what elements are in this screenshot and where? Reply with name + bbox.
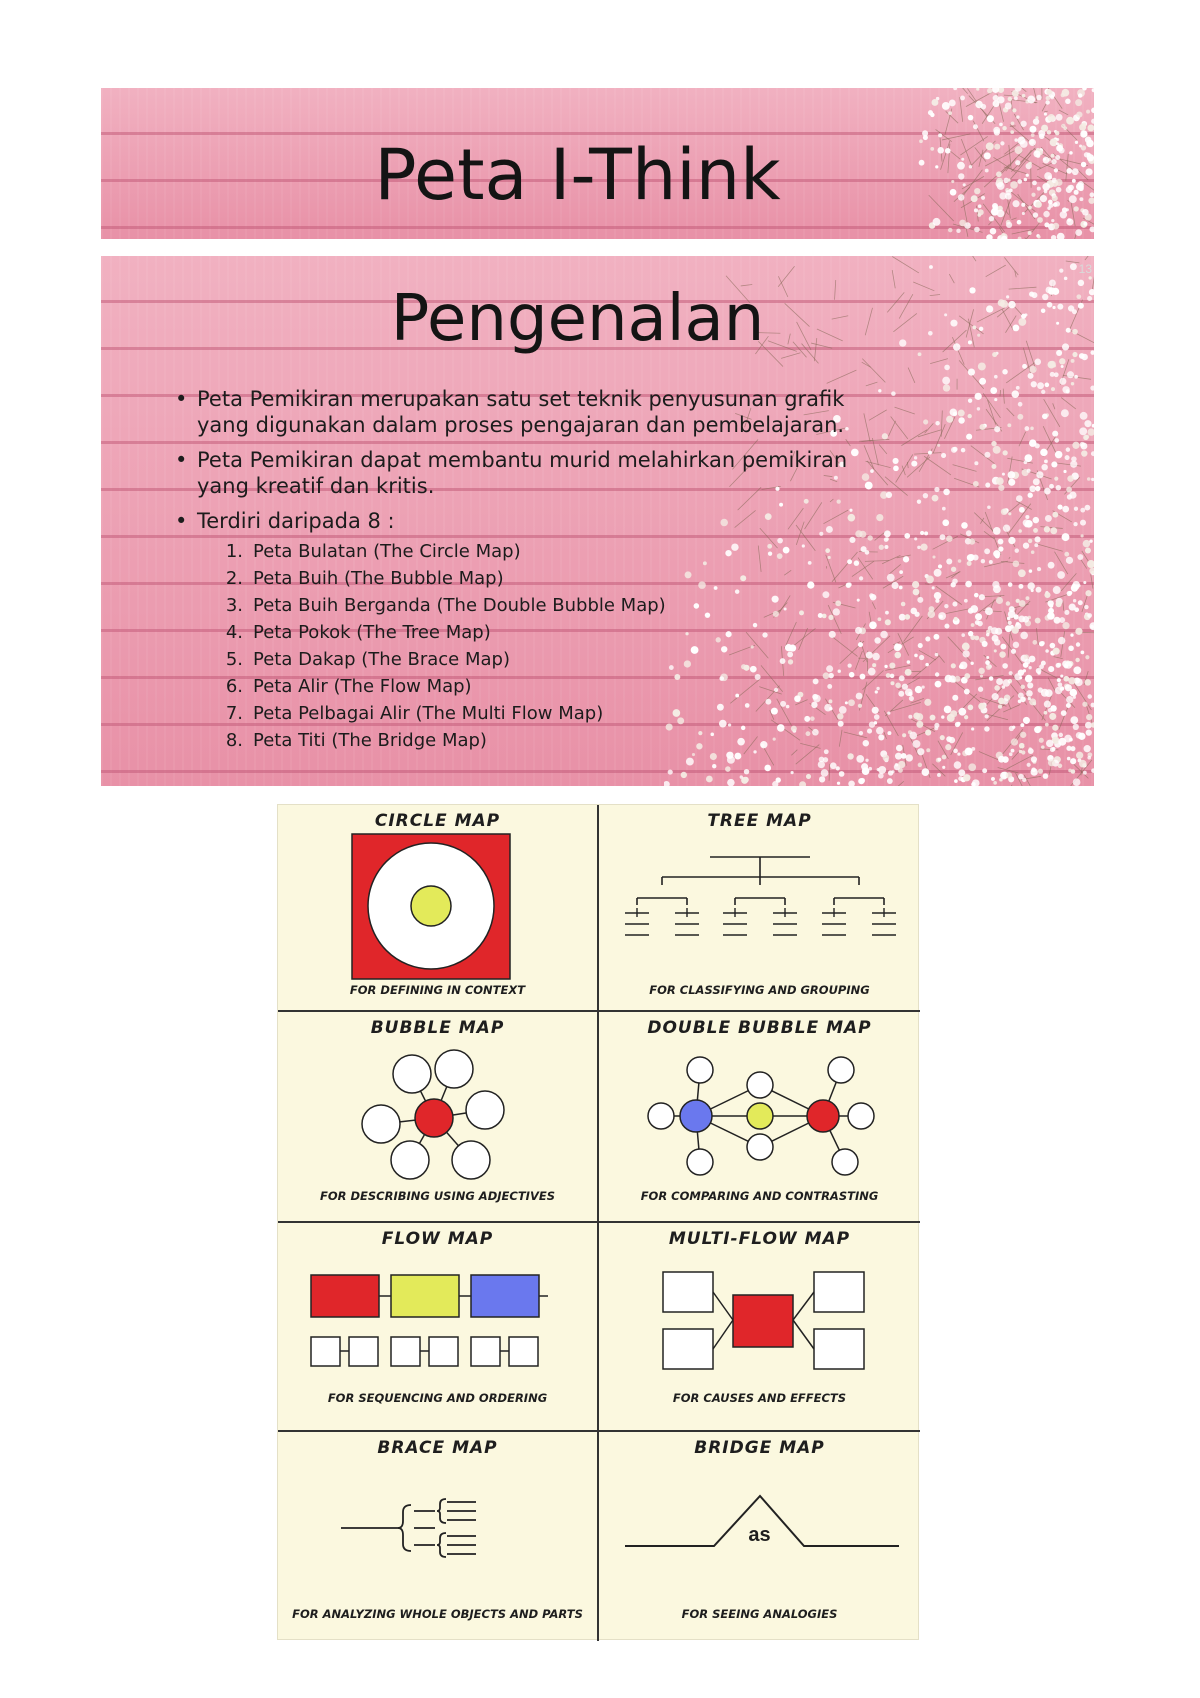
bullet-text: Peta Pemikiran merupakan satu set teknik penyusunan grafik yang digunakan dalam proses pengajaran dan pembelajaran. [197,387,845,437]
bubble-map-cell [278,1012,597,1221]
list-number: 3. [225,595,243,616]
list-item [197,619,895,646]
list-label: Peta Buih Berganda (The Double Bubble Map) [253,595,666,616]
circle-map-icon [278,805,597,1010]
list-number: 4. [225,622,243,643]
list-number: 2. [225,568,243,589]
slide-page-number: 13 [1078,262,1092,276]
bullet-text: Terdiri daripada 8 : [197,509,395,533]
map-title: CIRCLE MAP [374,811,501,831]
map-title: FLOW MAP [381,1229,494,1249]
list-item [197,592,895,619]
map-caption: FOR SEEING ANALOGIES [681,1607,838,1621]
list-number: 7. [225,703,243,724]
list-item [197,673,895,700]
flow-map-cell [278,1223,597,1430]
map-type-list [197,538,895,754]
map-caption: FOR DEFINING IN CONTEXT [349,983,526,997]
list-number: 6. [225,676,243,697]
intro-slide [101,256,1094,786]
list-number: 5. [225,649,243,670]
map-caption: FOR ANALYZING WHOLE OBJECTS AND PARTS [292,1607,583,1621]
tree-map-icon [599,805,920,1010]
brace-map-cell [278,1432,597,1641]
bridge-map-cell [599,1432,920,1641]
bullet-item [175,508,895,754]
multi-flow-map-cell [599,1223,920,1430]
list-label: Peta Titi (The Bridge Map) [253,730,487,751]
map-caption: FOR DESCRIBING USING ADJECTIVES [319,1189,555,1203]
list-label: Peta Alir (The Flow Map) [253,676,472,697]
map-title: BRIDGE MAP [694,1438,825,1458]
list-label: Peta Buih (The Bubble Map) [253,568,504,589]
list-item [197,700,895,727]
map-caption: FOR SEQUENCING AND ORDERING [327,1391,548,1405]
list-label: Peta Bulatan (The Circle Map) [253,541,521,562]
map-title: DOUBLE BUBBLE MAP [647,1018,872,1038]
map-title: BRACE MAP [377,1438,498,1458]
bullet-item [175,386,895,438]
list-label: Peta Pokok (The Tree Map) [253,622,491,643]
map-caption: FOR CAUSES AND EFFECTS [672,1391,847,1405]
list-item [197,727,895,754]
list-item [197,538,895,565]
list-item [197,565,895,592]
relating-factor-label: as [748,1524,771,1546]
bullet-text: Peta Pemikiran dapat membantu murid melahirkan pemikiran yang kreatif dan kritis. [197,448,848,498]
slide-title: Pengenalan [390,282,765,356]
map-caption: FOR COMPARING AND CONTRASTING [640,1189,879,1203]
map-title: MULTI-FLOW MAP [668,1229,851,1249]
map-title: BUBBLE MAP [370,1018,505,1038]
title-banner [101,88,1094,239]
bullet-item [175,447,895,499]
double-bubble-map-cell [599,1012,920,1221]
list-number: 8. [225,730,243,751]
bullet-list [175,386,895,763]
circle-map-cell [278,805,597,1010]
map-caption: FOR CLASSIFYING AND GROUPING [649,983,870,997]
list-label: Peta Dakap (The Brace Map) [253,649,510,670]
map-title: TREE MAP [707,811,812,831]
list-item [197,646,895,673]
thinking-maps-chart [277,804,919,1640]
list-number: 1. [225,541,243,562]
tree-map-cell [599,805,920,1010]
banner-title: Peta I-Think [374,134,781,216]
list-label: Peta Pelbagai Alir (The Multi Flow Map) [253,703,604,724]
